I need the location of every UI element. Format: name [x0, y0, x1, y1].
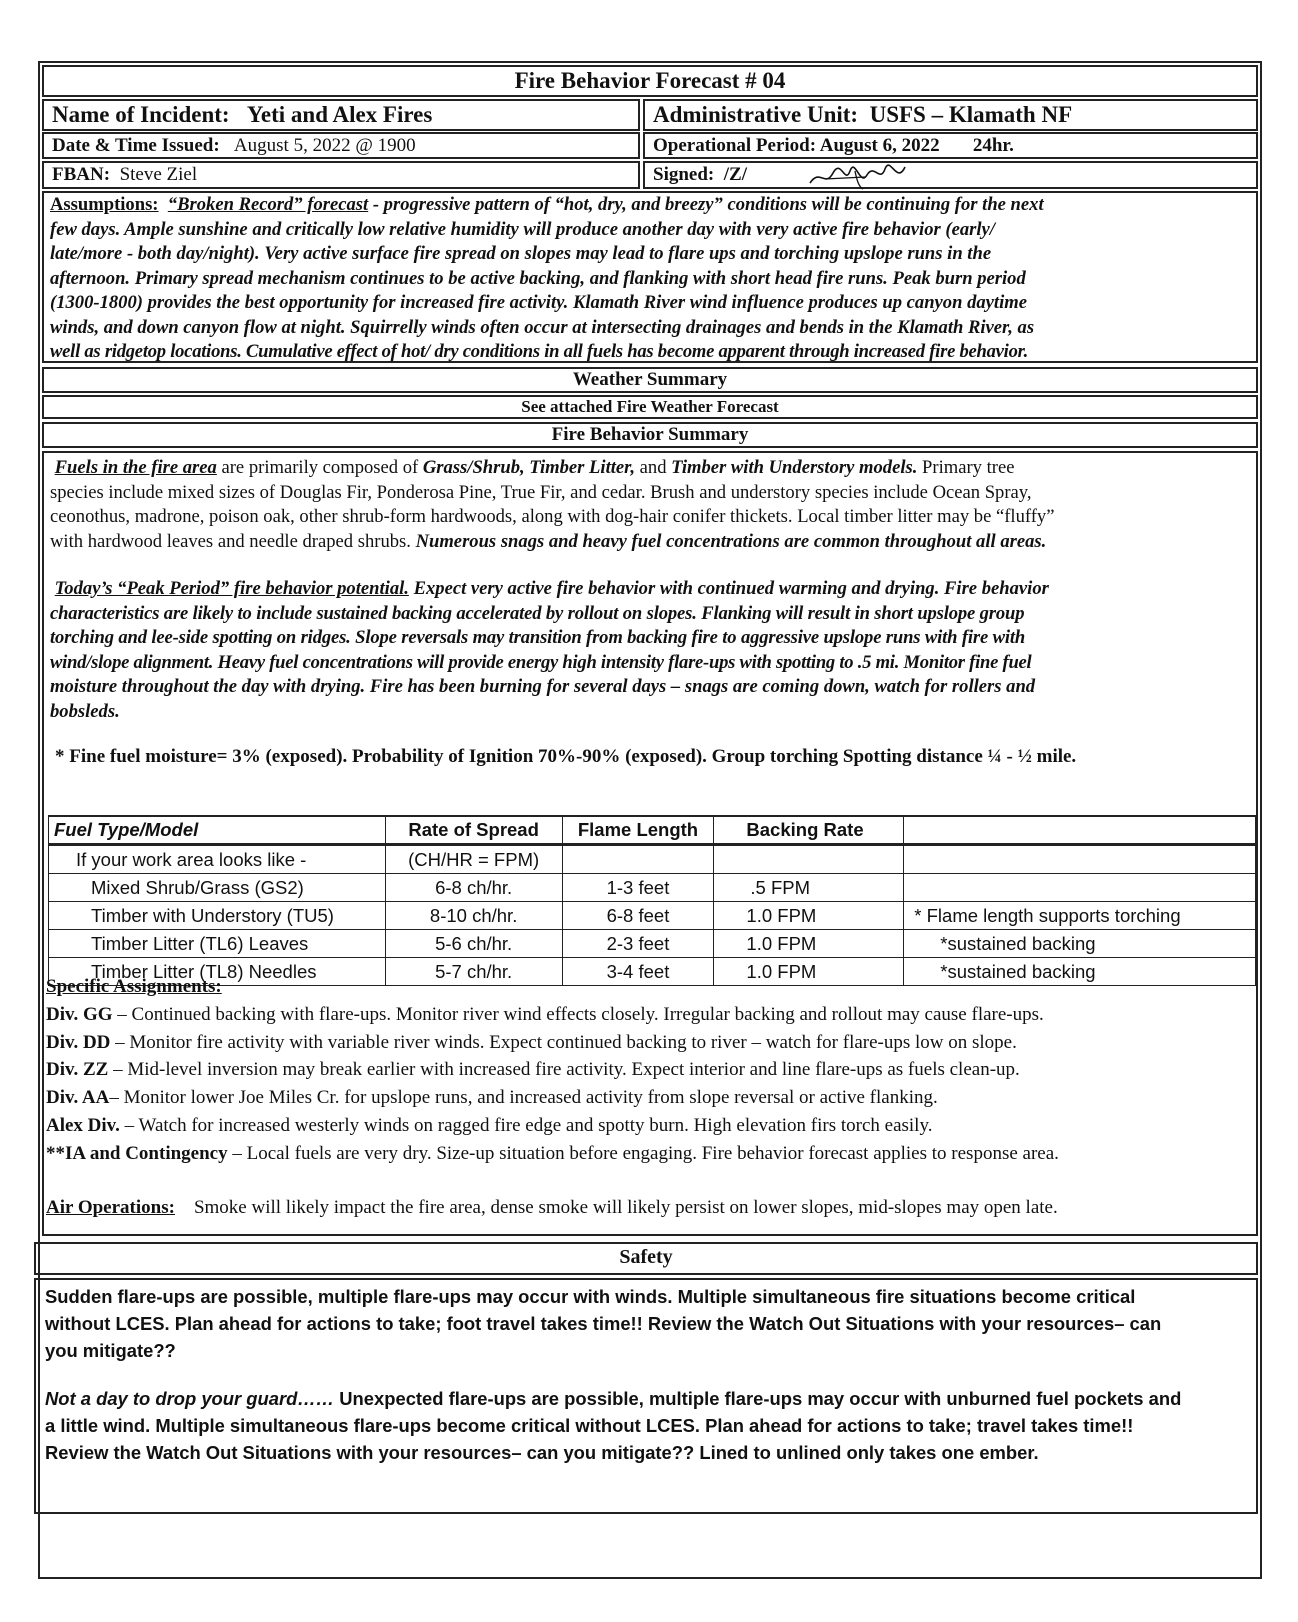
signed-label: Signed:: [653, 164, 715, 185]
table-cell: [904, 874, 1256, 902]
fban-label: FBAN:: [52, 164, 111, 185]
assumptions-line-2: late/more - both day/night). Very active surface fire spread on slopes may lead to flare ups and torching upslope runs in the: [50, 243, 992, 264]
safety-paragraph-2: [45, 1385, 1250, 1466]
peak-line-5: bobsleds.: [50, 700, 120, 722]
assumptions-quote: “Broken Record” forecast: [167, 194, 369, 215]
safety-line: Review the Watch Out Situations with your resources– can you mitigate?? Lined to unlined only takes one ember.: [45, 1442, 1039, 1463]
safety-lead: Not a day to drop your guard……: [45, 1388, 335, 1409]
air-ops-line: [46, 1196, 1058, 1221]
col-header-fuel-type: Fuel Type/Model: [49, 816, 386, 845]
fuel-table-header-row: [49, 816, 1256, 845]
table-cell: 6-8 ch/hr.: [385, 874, 562, 902]
air-ops-label: Air Operations:: [46, 1197, 175, 1218]
assignment-item: [46, 1056, 1251, 1084]
table-cell: 1.0 FPM: [714, 958, 904, 986]
assignments-heading: Specific Assignments:: [46, 976, 222, 997]
safety-line: Unexpected flare-ups are possible, multiple flare-ups may occur with unburned fuel pockets and: [334, 1388, 1182, 1409]
assignment-label: Div. ZZ: [46, 1059, 109, 1081]
fuels-text-1c: Primary tree: [917, 457, 1015, 478]
fuels-text-1b: and: [635, 457, 672, 478]
admin-cell: [643, 99, 1258, 131]
form-title: Fire Behavior Forecast # 04: [514, 68, 786, 93]
col-header-rate: Rate of Spread: [385, 816, 562, 845]
weather-note: See attached Fire Weather Forecast: [521, 397, 779, 416]
incident-value: Yeti and Alex Fires: [246, 102, 433, 127]
col-header-flame: Flame Length: [562, 816, 714, 845]
assumptions-text: [50, 193, 1255, 365]
op-cell: [643, 132, 1258, 159]
fuel-table-subrow: [49, 845, 1256, 874]
table-cell: Timber with Understory (TU5): [49, 902, 386, 930]
admin-label: Administrative Unit:: [653, 102, 859, 127]
date-cell: [42, 132, 640, 159]
fuels-text-1a: are primarily composed of: [216, 457, 423, 478]
assignment-item: [46, 1084, 1251, 1112]
table-cell: 6-8 feet: [562, 902, 714, 930]
assignment-item: [46, 1029, 1251, 1057]
admin-value: USFS – Klamath NF: [869, 102, 1073, 127]
peak-line-3: wind/slope alignment. Heavy fuel concentrations will provide energy high intensity flare-ups with spotting to .5 mi. Monitor fine fuel: [50, 651, 1032, 673]
table-cell: 1.0 FPM: [714, 930, 904, 958]
fuels-model-1: Grass/Shrub, Timber Litter,: [422, 457, 636, 478]
table-cell: (CH/HR = FPM): [385, 845, 562, 874]
table-row: [49, 874, 1256, 902]
signed-cell: [643, 161, 1258, 189]
assignment-label: Div. GG: [46, 1003, 113, 1025]
col-header-notes: [904, 816, 1256, 845]
assignment-label: **IA and Contingency: [46, 1142, 228, 1164]
moisture-line: * Fine fuel moisture= 3% (exposed). Probability of Ignition 70%-90% (exposed). Group torching Spotting distance ¼ - ½ mile.: [55, 746, 1077, 767]
peak-line-4: moisture throughout the day with drying. Fire has been burning for several days – snags are coming down, watch for rollers and: [50, 676, 1036, 697]
incident-cell: [42, 99, 640, 131]
table-cell: 2-3 feet: [562, 930, 714, 958]
incident-label: Name of Incident:: [52, 102, 230, 127]
op-label: Operational Period: August 6, 2022: [653, 135, 940, 156]
assignment-item: [46, 1112, 1251, 1140]
assumptions-line-4: (1300-1800) provides the best opportunity for increased fire activity. Klamath River wind influence produces up canyon daytime: [50, 292, 1027, 313]
fuels-lead: Fuels in the fire area: [54, 457, 217, 478]
date-label: Date & Time Issued:: [52, 135, 220, 156]
signed-value: /Z/: [723, 164, 747, 185]
table-cell: [714, 845, 904, 874]
safety-line: Sudden flare-ups are possible, multiple flare-ups may occur with winds. Multiple simultaneous fire situations become critical: [45, 1286, 1136, 1307]
assumptions-line-5: winds, and down canyon flow at night. Squirrelly winds often occur at intersecting drainages and bends in the Klamath River, as: [50, 316, 1035, 338]
peak-line-1: characteristics are likely to include sustained backing accelerated by rollout on slopes. Flanking will result in short upslope group: [50, 602, 1025, 624]
assignment-text: – Monitor lower Joe Miles Cr. for upslope runs, and increased activity from slope reversal or active flanking.: [109, 1087, 938, 1109]
weather-heading: Weather Summary: [572, 369, 728, 390]
assignments-section: [46, 973, 1251, 1168]
peak-lead: Today’s “Peak Period” fire behavior potential.: [54, 578, 409, 599]
fuel-type-label: Timber Litter (TL6) Leaves: [91, 932, 309, 954]
fban-cell: [42, 161, 640, 189]
fuels-line-4b: Numerous snags and heavy fuel concentrations are common throughout all areas.: [415, 530, 1047, 552]
assumptions-line-0: - progressive pattern of “hot, dry, and breezy” conditions will be continuing for the next: [368, 194, 1044, 215]
assignment-text: – Continued backing with flare-ups. Monitor river wind effects closely. Irregular backing and rollout may cause flare-ups.: [112, 1003, 1044, 1025]
table-cell: 8-10 ch/hr.: [385, 902, 562, 930]
assignment-item: [46, 1001, 1251, 1029]
assignment-text: – Monitor fire activity with variable river winds. Expect continued backing to river – watch for flare-ups low on slope.: [110, 1031, 1017, 1053]
air-ops-text: Smoke will likely impact the fire area, dense smoke will likely persist on lower slopes, mid-slopes may open late.: [193, 1197, 1058, 1218]
fuels-paragraph: [50, 456, 1255, 554]
table-cell: 3-4 feet: [562, 958, 714, 986]
table-cell: Timber Litter (TL8) Needles: [49, 958, 386, 986]
fire-behavior-heading: Fire Behavior Summary: [551, 424, 749, 445]
table-cell: [49, 930, 386, 958]
peak-paragraph: [50, 577, 1255, 724]
safety-heading: Safety: [619, 1246, 673, 1268]
assignment-label: Div. AA: [46, 1087, 110, 1109]
table-cell: .5 FPM: [714, 874, 904, 902]
safety-paragraph-1: [45, 1283, 1250, 1364]
safety-line: you mitigate??: [45, 1340, 176, 1361]
assumptions-line-3: afternoon. Primary spread mechanism continues to be active backing, and flanking with short head fire runs. Peak burn period: [50, 267, 1026, 289]
assignment-text: – Mid-level inversion may break earlier with increased fire activity. Expect interior and line flare-ups as fuels clean-up.: [108, 1059, 1020, 1081]
assignment-item: [46, 1140, 1251, 1168]
op-value: 24hr.: [972, 135, 1014, 156]
assumptions-line-1: few days. Ample sunshine and critically low relative humidity will produce another day with very active fire behavior (early/: [50, 218, 995, 240]
peak-line-0: Expect very active fire behavior with continued warming and drying. Fire behavior: [408, 578, 1049, 599]
safety-line: a little wind. Multiple simultaneous flare-ups become critical without LCES. Plan ahead for actions to take; travel takes time!!: [45, 1415, 1134, 1436]
assignment-label: Div. DD: [46, 1031, 111, 1053]
fban-value: Steve Ziel: [119, 164, 198, 185]
table-cell: 1-3 feet: [562, 874, 714, 902]
date-value: August 5, 2022 @ 1900: [233, 135, 416, 156]
fuel-table: [48, 815, 1256, 986]
peak-line-2: torching and lee-side spotting on ridges. Slope reversals may transition from backing fire to aggressive upslope runs with fire with: [50, 627, 1026, 648]
fuels-line-4a: with hardwood leaves and needle draped shrubs.: [50, 530, 416, 552]
table-cell: *sustained backing: [904, 958, 1256, 986]
table-cell: 5-7 ch/hr.: [385, 958, 562, 986]
assumptions-label: Assumptions:: [50, 194, 159, 215]
assignment-text: – Local fuels are very dry. Size-up situation before engaging. Fire behavior forecast applies to response area.: [227, 1142, 1059, 1164]
assignment-label: Alex Div.: [46, 1114, 120, 1136]
table-cell: If your work area looks like -: [49, 845, 386, 874]
table-cell: 1.0 FPM: [714, 902, 904, 930]
table-row: [49, 930, 1256, 958]
table-cell: *sustained backing: [904, 930, 1256, 958]
safety-line: without LCES. Plan ahead for actions to take; foot travel takes time!! Review the Watch Out Situations with your resources– can: [45, 1313, 1162, 1334]
col-header-backing: Backing Rate: [714, 816, 904, 845]
fuels-model-2: Timber with Understory models.: [671, 457, 918, 478]
table-row: [49, 902, 1256, 930]
table-cell: Mixed Shrub/Grass (GS2): [49, 874, 386, 902]
table-cell: 5-6 ch/hr.: [385, 930, 562, 958]
signature-scribble: [805, 163, 910, 191]
table-cell: [904, 845, 1256, 874]
fuels-line-3: ceonothus, madrone, poison oak, other shrub-form hardwoods, along with dog-hair conifer thickets. Local timber litter may be “fluffy”: [50, 506, 1055, 527]
assumptions-line-6: well as ridgetop locations. Cumulative effect of hot/ dry conditions in all fuels has become apparent through increased fire behavior.: [50, 341, 1028, 362]
table-cell: * Flame length supports torching: [904, 902, 1256, 930]
assignment-text: – Watch for increased westerly winds on ragged fire edge and spotty burn. High elevation firs torch easily.: [119, 1114, 933, 1136]
fuels-line-2: species include mixed sizes of Douglas Fir, Ponderosa Pine, True Fir, and cedar. Brush and understory species include Ocean Spray,: [50, 481, 1032, 503]
table-cell: [562, 845, 714, 874]
